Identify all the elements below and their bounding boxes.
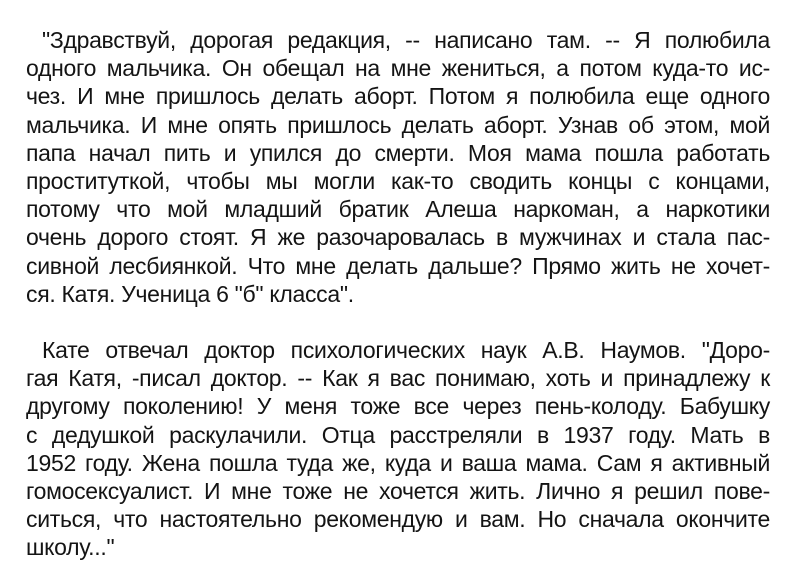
text-line: ситься, что настоятельно рекомендую и вам. Но сначала окончите (26, 506, 770, 533)
text-line: другому поколению! У меня тоже все через пень-колоду. Бабушку (26, 393, 770, 420)
text-line: потому что мой младший братик Алеша наркоман, а наркотики (26, 196, 770, 223)
text-line: очень дорого стоят. Я же разочаровалась в мужчинах и стала пас- (26, 224, 770, 251)
text-line: Кате отвечал доктор психологических наук А.В. Наумов. "Доро- (42, 337, 770, 363)
text-line: "Здравствуй, дорогая редакция, -- написано там. -- Я полюбила (42, 27, 770, 53)
paragraph-letter (26, 26, 770, 308)
text-line: сивной лесбиянкой. Что мне делать дальше? Прямо жить не хочет- (26, 252, 770, 279)
paragraph-reply (26, 336, 770, 562)
text-line: одного мальчика. Он обещал на мне жениться, а потом куда-то ис- (26, 55, 770, 82)
text-line: ся. Катя. Ученица 6 "б" класса". (26, 280, 354, 307)
text-line: папа начал пить и упился до смерти. Моя мама пошла работать (26, 139, 770, 166)
text-line: проституткой, чтобы мы могли как-то сводить концы с концами, (26, 167, 770, 194)
text-line: чез. И мне пришлось делать аборт. Потом я полюбила еще одного (26, 83, 770, 110)
text-line: гая Катя, -писал доктор. -- Как я вас понимаю, хоть и принадлежу к (26, 365, 770, 392)
text-line: мальчика. И мне опять пришлось делать аборт. Узнав об этом, мой (26, 111, 770, 138)
text-line: 1952 году. Жена пошла туда же, куда и ваша мама. Сам я активный (26, 449, 770, 476)
text-line: с дедушкой раскулачили. Отца расстреляли в 1937 году. Мать в (26, 421, 770, 448)
text-line: школу..." (26, 534, 115, 561)
text-line: гомосексуалист. И мне тоже не хочется жить. Лично я решил пове- (26, 477, 770, 504)
